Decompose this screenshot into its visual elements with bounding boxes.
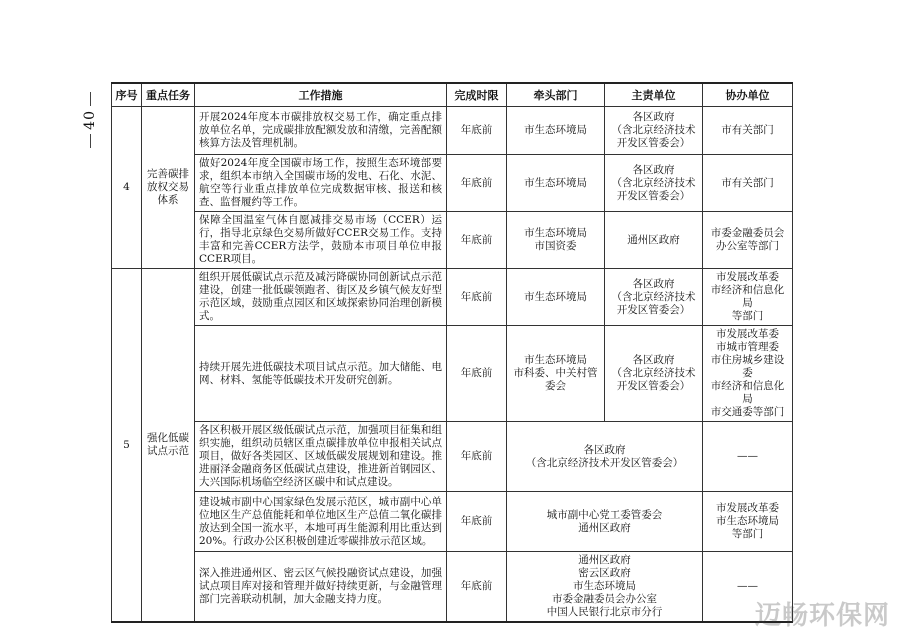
row-assist-cell <box>703 422 793 492</box>
row-measure-cell: 持续开展先进低碳技术项目试点示范。加大储能、电网、材料、氢能等低碳技术开发研究创新。 <box>195 326 447 422</box>
responsible-line: 各区政府 <box>632 111 675 123</box>
row-lead-responsible-merged-cell <box>507 552 703 623</box>
row-lead-cell <box>507 326 605 422</box>
table-row <box>112 492 793 552</box>
page-number: 40 <box>82 110 98 130</box>
assist-line: 市发展改革委 <box>716 502 779 514</box>
row-deadline-cell: 年底前 <box>447 552 507 623</box>
row-responsible-cell <box>605 326 703 422</box>
responsible-line: （含北京经济技术 <box>611 290 696 303</box>
responsible-line: （含北京经济技术 <box>611 124 696 136</box>
lead-line: 市生态环境局 <box>524 354 587 366</box>
header-assist: 协办单位 <box>703 83 793 107</box>
table-row <box>112 552 793 623</box>
table-row <box>112 269 793 326</box>
row-lead-responsible-merged-cell <box>507 492 703 552</box>
header-lead: 牵头部门 <box>507 83 605 107</box>
assist-line: 市发展改革委 <box>716 328 779 340</box>
merged-line: 密云区政府 <box>578 567 631 579</box>
merged-line: 城市副中心党工委管委会 <box>546 508 663 521</box>
responsible-line: 通州区政府 <box>627 233 680 246</box>
row-measure-cell: 建设城市副中心国家绿色发展示范区，城市副中心单位地区生产总值能耗和单位地区生产总值二氧化碳排放达到全国一流水平，本地可再生能源利用比重达到20%。行政办公区积极创建近零碳排放示范区域。 <box>195 492 447 552</box>
merged-line: 通州区政府 <box>578 554 631 566</box>
header-measure: 工作措施 <box>195 83 447 107</box>
table-body <box>112 107 793 623</box>
assist-line: 市有关部门 <box>721 176 774 189</box>
lead-line: 市国资委 <box>534 240 577 252</box>
watermark-logo-text: 迈畅环保网 <box>754 601 890 631</box>
row-assist-cell <box>703 155 793 212</box>
row-assist-cell <box>703 326 793 422</box>
row-measure-cell: 保障全国温室气体自愿减排交易市场（CCER）运行，指导北京绿色交易所做好CCER交易工作。支持丰富和完善CCER方法学，鼓励本市项目单位申报CCER项目。 <box>195 212 447 269</box>
row-deadline-cell: 年底前 <box>447 269 507 326</box>
merged-line: 通州区政府 <box>578 521 631 534</box>
assist-line: 市委金融委员会 <box>710 227 785 239</box>
lead-line: 市科委、中关村管委会 <box>513 367 598 392</box>
row-measure-cell: 开展2024年度本市碳排放权交易工作，确定重点排放单位名单，完成碳排放配额发放和清缴，完善配额核算方法及管理机制。 <box>195 107 447 155</box>
merged-line: 各区政府 <box>583 443 626 456</box>
work-measures-table <box>111 82 793 623</box>
row-measure-cell: 做好2024年度全国碳市场工作，按照生态环境部要求，组织本市纳入全国碳市场的发电、石化、水泥、航空等行业重点排放单位完成数据审核、报送和核查、监督履约等工作。 <box>195 155 447 212</box>
responsible-line: 开发区管委会） <box>616 303 691 316</box>
responsible-line: 各区政府 <box>632 277 675 290</box>
row-task-cell: 完善碳排放权交易体系 <box>142 107 195 269</box>
lead-line: 市生态环境局 <box>524 227 587 239</box>
row-responsible-cell <box>605 155 703 212</box>
responsible-line: 开发区管委会） <box>616 189 691 202</box>
row-measure-cell: 各区积极开展区级低碳试点示范，加强项目征集和组织实施，组织动员辖区重点碳排放单位申报相关试点项目，做好各类园区、区域低碳发展规划和建设。推进丽泽金融商务区低碳试点建设，推进新首钢园区、大兴国际机场临空经济区碳中和试点建设。 <box>195 422 447 492</box>
row-deadline-cell: 年底前 <box>447 326 507 422</box>
assist-line: 办公室等部门 <box>716 240 779 252</box>
page-number-marker <box>78 92 102 172</box>
row-deadline-cell: 年底前 <box>447 212 507 269</box>
page-number-dash-bottom <box>90 134 91 148</box>
merged-line: 中国人民银行北京市分行 <box>546 606 663 618</box>
row-assist-cell <box>703 269 793 326</box>
row-assist-cell <box>703 492 793 552</box>
merged-line: 市委金融委员会办公室 <box>552 593 657 605</box>
row-seq-cell: 5 <box>112 269 142 623</box>
merged-line: （含北京经济技术开发区管委会） <box>525 456 684 469</box>
assist-line: 市经济和信息化局 <box>710 380 785 405</box>
row-lead-responsible-merged-cell <box>507 422 703 492</box>
assist-line: 市生态环境局 <box>716 515 779 527</box>
row-measure-cell: 组织开展低碳试点示范及减污降碳协同创新试点示范建设，创建一批低碳领跑者、街区及乡镇气候友好型示范区域，鼓励重点园区和区域探索协同治理创新模式。 <box>195 269 447 326</box>
table-row <box>112 107 793 155</box>
responsible-line: 开发区管委会） <box>616 380 691 392</box>
lead-line: 市生态环境局 <box>524 176 587 189</box>
row-lead-cell <box>507 212 605 269</box>
row-deadline-cell: 年底前 <box>447 492 507 552</box>
row-task-cell: 强化低碳试点示范 <box>142 269 195 623</box>
assist-line: —— <box>737 450 758 462</box>
row-deadline-cell: 年底前 <box>447 155 507 212</box>
row-lead-cell <box>507 155 605 212</box>
lead-line: 市生态环境局 <box>524 124 587 136</box>
table-header-row <box>112 83 793 107</box>
responsible-line: （含北京经济技术 <box>611 367 696 379</box>
assist-line: 市有关部门 <box>721 124 774 136</box>
row-seq-cell: 4 <box>112 107 142 269</box>
row-deadline-cell: 年底前 <box>447 107 507 155</box>
row-lead-cell <box>507 107 605 155</box>
assist-line: 市经济和信息化局 <box>710 284 785 309</box>
assist-line: 市交通委等部门 <box>710 406 785 418</box>
assist-line: 等部门 <box>731 310 764 322</box>
row-assist-cell <box>703 212 793 269</box>
header-deadline: 完成时限 <box>447 83 507 107</box>
row-lead-cell <box>507 269 605 326</box>
header-task: 重点任务 <box>142 83 195 107</box>
responsible-line: （含北京经济技术 <box>611 176 696 189</box>
assist-line: 市住房城乡建设委 <box>710 354 785 379</box>
table-row <box>112 155 793 212</box>
row-measure-cell: 深入推进通州区、密云区气候投融资试点建设，加强试点项目库对接和管理并做好持续更新，与金融管理部门完善联动机制，加大金融支持力度。 <box>195 552 447 623</box>
row-responsible-cell <box>605 212 703 269</box>
page-number-dash-top <box>90 92 91 106</box>
table-row <box>112 212 793 269</box>
responsible-line: 各区政府 <box>632 354 675 366</box>
header-responsible: 主责单位 <box>605 83 703 107</box>
header-seq: 序号 <box>112 83 142 107</box>
responsible-line: 开发区管委会） <box>616 137 691 149</box>
assist-line: 等部门 <box>731 528 764 540</box>
row-responsible-cell <box>605 107 703 155</box>
table-row <box>112 422 793 492</box>
row-assist-cell <box>703 107 793 155</box>
responsible-line: 各区政府 <box>632 163 675 176</box>
merged-line: 市生态环境局 <box>573 580 636 592</box>
assist-line: —— <box>737 580 758 592</box>
table-row <box>112 326 793 422</box>
row-deadline-cell: 年底前 <box>447 422 507 492</box>
row-responsible-cell <box>605 269 703 326</box>
lead-line: 市生态环境局 <box>524 290 587 303</box>
assist-line: 市发展改革委 <box>716 271 779 283</box>
assist-line: 市城市管理委 <box>716 341 779 353</box>
